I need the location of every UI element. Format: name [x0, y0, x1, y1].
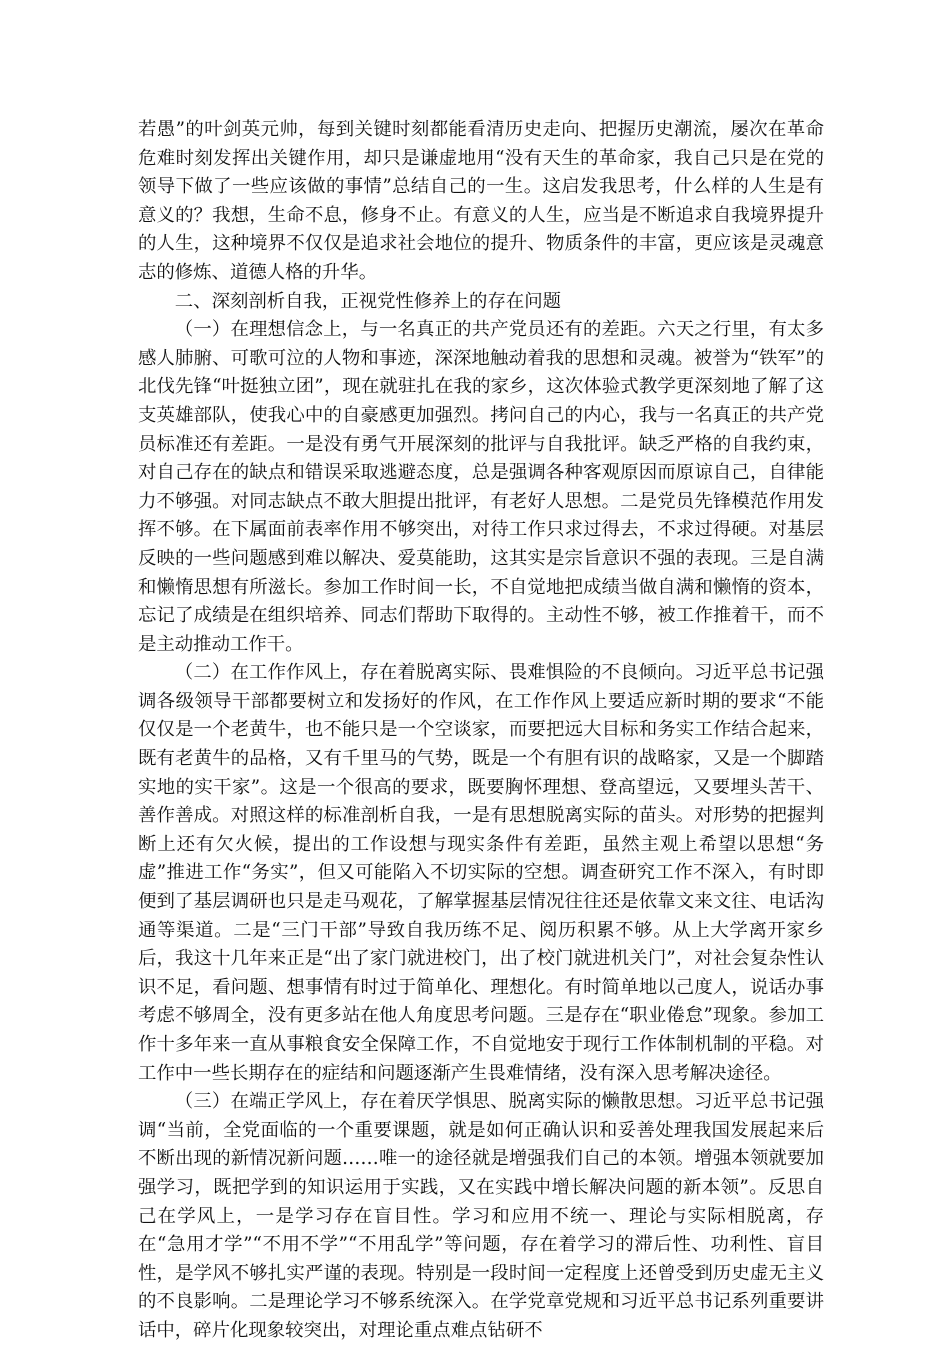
paragraph-ideals: （一）在理想信念上，与一名真正的共产党员还有的差距。六天之行里，有太多感人肺腑、可歌可泣的人物和事迹，深深地触动着我的思想和灵魂。被誉为“铁军”的北伐先锋“叶挺独立团”，现在就驻扎在我的家乡，这次体验式教学更深刻地了解了这支英雄部队，使我心中的自豪感更加强烈。拷问自己的内心，我与一名真正的共产党员标准还有差距。一是没有勇气开展深刻的批评与自我批评。缺乏严格的自我约束，对自己存在的缺点和错误采取逃避态度，总是强调各种客观原因而原谅自己，自律能力不够强。对同志缺点不敢大胆提出批评，有老好人思想。二是党员先锋模范作用发挥不够。在下属面前表率作用不够突出，对待工作只求过得去，不求过得硬。对基层反映的一些问题感到难以解决、爱莫能助，这其实是宗旨意识不强的表现。三是自满和懒惰思想有所滋长。参加工作时间一长，不自觉地把成绩当做自满和懒惰的资本，忘记了成绩是在组织培养、同志们帮助下取得的。主动性不够，被工作推着干，而不是主动推动工作干。 [138, 319, 824, 655]
paragraph-study-style: （三）在端正学风上，存在着厌学惧思、脱离实际的懒散思想。习近平总书记强调“当前，全党面临的一个重要课题，就是如何正确认识和妥善处理我国发展起来后不断出现的新情况新问题……唯一的途径就是增强我们自己的本领。增强本领就要加强学习，既把学到的知识运用于实践，又在实践中增长解决问题的新本领”。反思自己在学风上，一是学习存在盲目性。学习和应用不统一、理论与实际相脱离，存在“急用才学”“不用不学”“不用乱学”等问题，存在着学习的滞后性、功利性、盲目性，是学风不够扎实严谨的表现。特别是一段时间一定程度上还曾受到历史虚无主义的不良影响。二是理论学习不够系统深入。在学党章党规和习近平总书记系列重要讲话中，碎片化现象较突出，对理论重点难点钻研不 [138, 1091, 824, 1341]
document-body [138, 116, 824, 1346]
section-heading: 二、深刻剖析自我，正视党性修养上的存在问题 [174, 290, 562, 312]
paragraph-continued: 若愚”的叶剑英元帅，每到关键时刻都能看清历史走向、把握历史潮流，屡次在革命危难时刻发挥出关键作用，却只是谦虚地用“没有天生的革命家，我自己只是在党的领导下做了一些应该做的事情”总结自己的一生。这启发我思考，什么样的人生是有意义的？我想，生命不息，修身不止。有意义的人生，应当是不断追求自我境界提升的人生，这种境界不仅仅是追求社会地位的提升、物质条件的丰富，更应该是灵魂意志的修炼、道德人格的升华。 [138, 119, 824, 283]
paragraph-work-style: （二）在工作作风上，存在着脱离实际、畏难惧险的不良倾向。习近平总书记强调各级领导干部都要树立和发扬好的作风，在工作作风上要适应新时期的要求“不能仅仅是一个老黄牛，也不能只是一个空谈家，而要把远大目标和务实工作结合起来，既有老黄牛的品格，又有千里马的气势，既是一个有胆有识的战略家，又是一个脚踏实地的实干家”。这是一个很高的要求，既要胸怀理想、登高望远，又要埋头苦干、善作善成。对照这样的标准剖析自我，一是有思想脱离实际的苗头。对形势的把握判断上还有欠火候，提出的工作设想与现实条件有差距，虽然主观上希望以思想“务虚”推进工作“务实”，但又可能陷入不切实际的空想。调查研究工作不深入，有时即便到了基层调研也只是走马观花，了解掌握基层情况往往还是依靠文来文往、电话沟通等渠道。二是“三门干部”导致自我历练不足、阅历积累不够。从上大学离开家乡后，我这十几年来正是“出了家门就进校门，出了校门就进机关门”，对社会复杂性认识不足，看问题、想事情有时过于简单化、理想化。有时简单地以己度人，说话办事考虑不够周全，没有更多站在他人角度思考问题。三是存在“职业倦怠”现象。参加工作十多年来一直从事粮食安全保障工作，不自觉地安于现行工作体制机制的平稳。对工作中一些长期存在的症结和问题逐渐产生畏难情绪，没有深入思考解决途径。 [138, 662, 824, 1084]
